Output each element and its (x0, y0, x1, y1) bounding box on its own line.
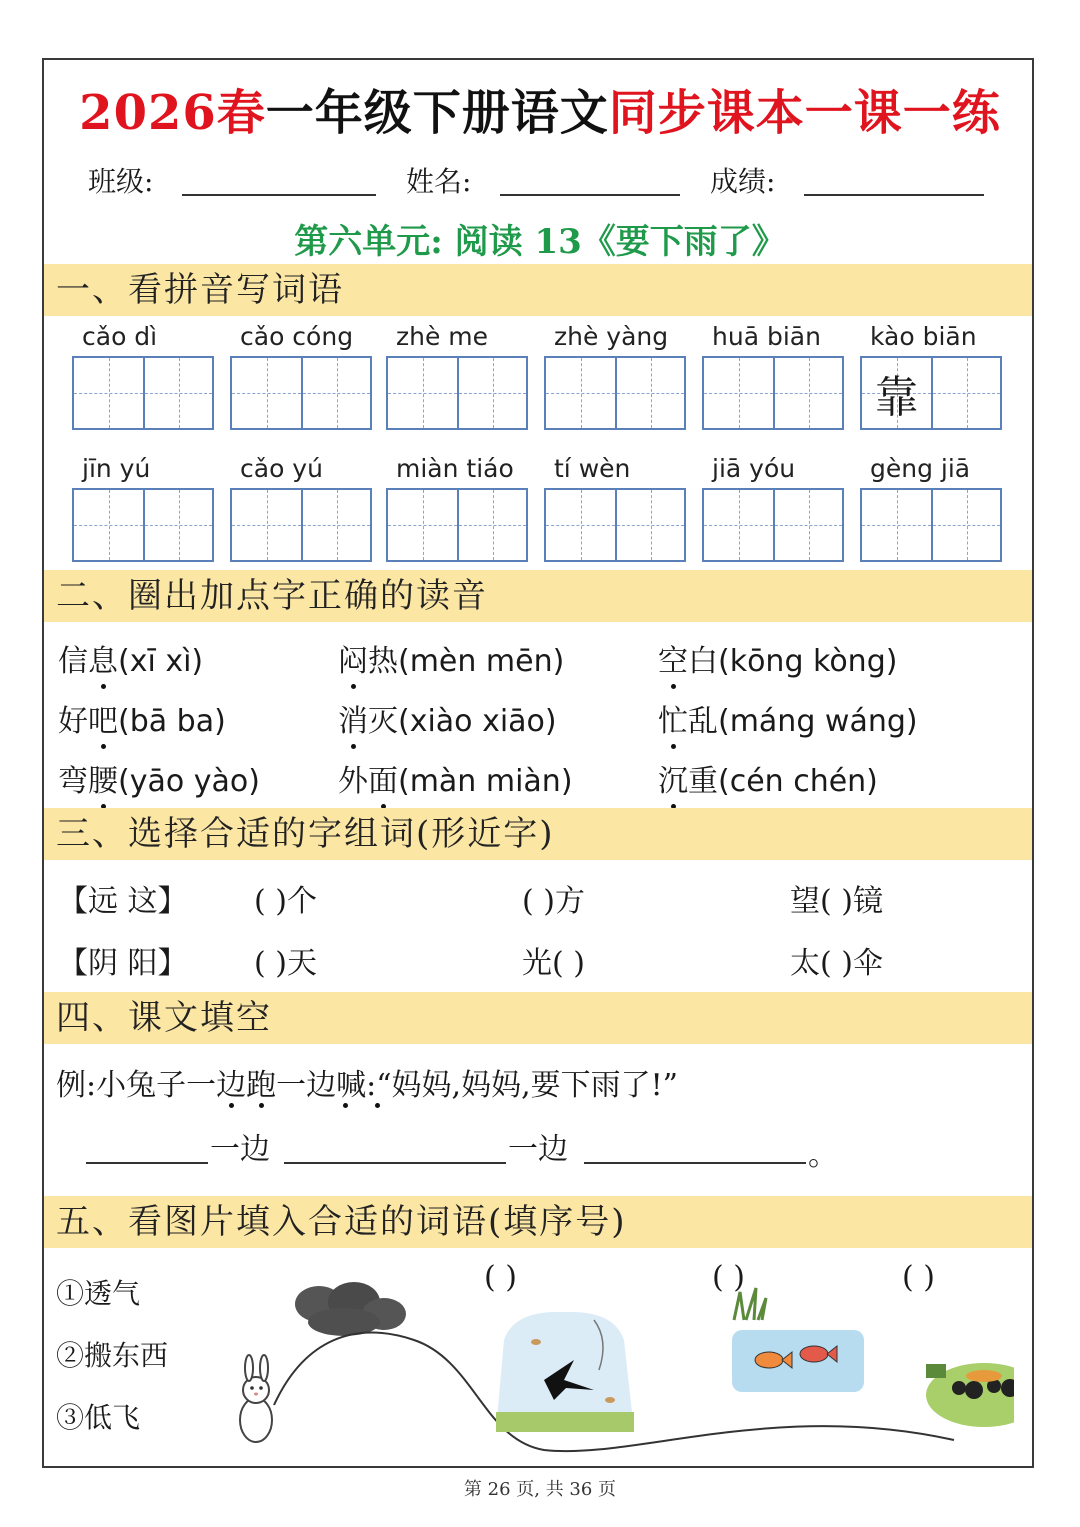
tianzige-cell[interactable] (143, 490, 212, 560)
tianzige-cell[interactable] (74, 490, 143, 560)
cell-character (74, 490, 143, 560)
dotted-char: 忙 (658, 704, 688, 739)
pinyin-options: (yāo yào) (118, 764, 260, 799)
writing-box[interactable] (702, 356, 844, 430)
tianzige-cell[interactable] (457, 490, 526, 560)
writing-box[interactable] (702, 488, 844, 562)
s4-end: 。 (808, 1138, 838, 1173)
pinyin-label: huā biān (712, 322, 821, 351)
writing-box[interactable] (72, 488, 214, 562)
tianzige-cell[interactable] (457, 358, 526, 428)
cell-character (775, 358, 842, 428)
worksheet (42, 58, 1034, 1468)
dotted-char: 吧 (88, 704, 118, 739)
tianzige-cell[interactable] (546, 358, 615, 428)
writing-box[interactable] (544, 488, 686, 562)
unit-title: 第六单元: 阅读 13《要下雨了》 (294, 222, 786, 262)
pinyin-label: zhè yàng (554, 322, 669, 351)
word-char: 外 (338, 764, 368, 799)
pinyin-label: zhè me (396, 322, 489, 351)
tianzige-cell[interactable] (301, 358, 370, 428)
word-char: 弯 (58, 764, 88, 799)
cell-character (546, 490, 615, 560)
dotted-char: 消 (338, 704, 368, 739)
dotted-char: 面 (368, 764, 398, 799)
section3-heading: 三、选择合适的字组词(形近字) (44, 808, 1032, 860)
cell-character (303, 490, 370, 560)
writing-box[interactable] (230, 356, 372, 430)
dotted-char: 腰 (88, 764, 118, 799)
tianzige-cell[interactable] (232, 490, 301, 560)
writing-box[interactable] (386, 356, 528, 430)
s5-option-3: ③低飞 (56, 1401, 141, 1434)
s5-answer-3[interactable]: ( ) (902, 1260, 935, 1295)
pinyin-label: kào biān (870, 322, 977, 351)
s3-row1-c[interactable]: 望( )镜 (790, 884, 883, 919)
tianzige-cell[interactable] (74, 358, 143, 428)
tianzige-cell[interactable] (388, 490, 457, 560)
pinyin-label: tí wèn (554, 454, 631, 483)
word-char: 灭 (368, 704, 398, 739)
pronunciation-item[interactable] (658, 636, 897, 680)
word-char: 热 (368, 644, 398, 679)
title-year: 2026春 (79, 85, 266, 141)
name-field[interactable] (500, 194, 680, 196)
pinyin-options: (xī xì) (118, 644, 204, 679)
writing-box[interactable] (544, 356, 686, 430)
pronunciation-item[interactable] (338, 756, 573, 800)
pronunciation-item[interactable] (658, 756, 878, 800)
word-char: 白 (688, 644, 718, 679)
cell-character (145, 358, 212, 428)
s4-example (56, 1060, 678, 1104)
cell-character (74, 358, 143, 428)
section1-heading: 一、看拼音写词语 (44, 264, 1032, 316)
s3-row1-a[interactable]: ( )个 (254, 884, 317, 919)
score-field[interactable] (804, 194, 984, 196)
cell-character (617, 490, 684, 560)
tianzige-cell[interactable] (388, 358, 457, 428)
fish-picture (732, 1288, 864, 1392)
s4-example-text: 例:小兔子一边跑一边喊:“妈妈,妈妈,要下雨了!” (56, 1068, 679, 1103)
cell-character (704, 490, 773, 560)
s3-row2-b[interactable]: 光( ) (522, 946, 585, 981)
pinyin-label: cǎo yú (240, 454, 323, 483)
writing-box[interactable] (230, 488, 372, 562)
dotted-char: 闷 (338, 644, 368, 679)
pinyin-options: (xiào xiāo) (398, 704, 557, 739)
cell-character (303, 358, 370, 428)
tianzige-cell[interactable] (862, 490, 931, 560)
s3-row1-group: 【远 这】 (58, 884, 188, 919)
pinyin-label: gèng jiā (870, 454, 971, 483)
s4-blank-3[interactable] (584, 1162, 806, 1164)
s4-label-1: 一边 (210, 1132, 270, 1167)
cell-character (546, 358, 615, 428)
section2-heading: 二、圈出加点字正确的读音 (44, 570, 1032, 622)
tianzige-cell[interactable] (232, 358, 301, 428)
title-series: 同步课本一课一练 (608, 85, 1001, 141)
s3-row2-a[interactable]: ( )天 (254, 946, 317, 981)
ants-picture (926, 1363, 1014, 1427)
pronunciation-item[interactable] (58, 636, 203, 680)
cell-character (933, 358, 1000, 428)
pinyin-label: cǎo cóng (240, 322, 354, 351)
s5-option-2: ②搬东西 (56, 1339, 169, 1372)
pinyin-options: (kōng kòng) (718, 644, 898, 679)
s4-label-2: 一边 (508, 1132, 568, 1167)
tianzige-cell[interactable] (931, 490, 1000, 560)
title-grade: 一年级下册语文 (265, 85, 609, 141)
pinyin-options: (bā ba) (118, 704, 226, 739)
tianzige-cell[interactable] (773, 358, 842, 428)
pinyin-label: jiā yóu (712, 454, 796, 483)
pinyin-options: (mèn mēn) (398, 644, 565, 679)
pinyin-options: (màn miàn) (398, 764, 573, 799)
tianzige-cell[interactable] (704, 358, 773, 428)
pronunciation-item[interactable] (658, 696, 918, 740)
s3-row2-group: 【阴 阳】 (58, 946, 188, 981)
cell-character (459, 490, 526, 560)
pronunciation-item[interactable] (58, 756, 260, 800)
pinyin-options: (cén chén) (718, 764, 878, 799)
dotted-char: 息 (88, 644, 118, 679)
cell-character (775, 490, 842, 560)
page-title (44, 74, 1036, 143)
cell-character (232, 490, 301, 560)
pronunciation-item[interactable] (338, 636, 564, 680)
pronunciation-item[interactable] (338, 696, 557, 740)
s5-answer-1[interactable]: ( ) (484, 1260, 517, 1295)
s4-dot-1 (230, 1096, 232, 1098)
cell-character: 靠 (874, 372, 919, 423)
word-char: 好 (58, 704, 88, 739)
writing-box[interactable] (860, 356, 1002, 430)
pinyin-label: miàn tiáo (396, 454, 514, 483)
pinyin-options: (máng wáng) (718, 704, 918, 739)
tianzige-cell[interactable] (301, 490, 370, 560)
writing-box[interactable] (72, 356, 214, 430)
tianzige-cell[interactable] (546, 490, 615, 560)
writing-box[interactable] (386, 488, 528, 562)
word-char: 重 (688, 764, 718, 799)
tianzige-cell[interactable] (704, 490, 773, 560)
tianzige-cell[interactable] (773, 490, 842, 560)
word-char: 信 (58, 644, 88, 679)
cell-character (145, 490, 212, 560)
writing-box[interactable] (860, 488, 1002, 562)
pronunciation-item[interactable] (58, 696, 226, 740)
score-label: 成绩: (710, 165, 776, 198)
swallow-picture (496, 1312, 634, 1432)
pinyin-label: jīn yú (82, 454, 151, 483)
section4-heading: 四、课文填空 (44, 992, 1032, 1044)
page-footer: 第 26 页, 共 36 页 (463, 1479, 617, 1500)
rabbit-icon (240, 1355, 272, 1442)
tianzige-cell[interactable] (615, 358, 684, 428)
dotted-char: 空 (658, 644, 688, 679)
tianzige-cell[interactable] (931, 358, 1000, 428)
class-label: 班级: (88, 165, 154, 198)
name-label: 姓名: (406, 165, 472, 198)
class-field[interactable] (182, 194, 376, 196)
cell-character (862, 490, 931, 560)
tianzige-cell[interactable] (862, 358, 931, 428)
tianzige-cell[interactable] (143, 358, 212, 428)
s3-row1-b[interactable]: ( )方 (522, 884, 585, 919)
s4-dot-3 (344, 1096, 346, 1098)
cell-character (933, 490, 1000, 560)
s4-blank-2[interactable] (284, 1162, 506, 1164)
cell-character (232, 358, 301, 428)
cell-character (388, 490, 457, 560)
cell-character (388, 358, 457, 428)
s5-option-1: ①透气 (56, 1277, 141, 1310)
s4-blank-1[interactable] (86, 1162, 208, 1164)
s4-dot-2 (260, 1096, 262, 1098)
dotted-char: 沉 (658, 764, 688, 799)
pinyin-label: cǎo dì (82, 322, 158, 351)
cell-character (459, 358, 526, 428)
tianzige-cell[interactable] (615, 490, 684, 560)
s3-row2-c[interactable]: 太( )伞 (790, 946, 883, 981)
s4-dot-4 (376, 1096, 378, 1098)
cloud-icon (295, 1282, 406, 1336)
cell-character (704, 358, 773, 428)
cell-character (617, 358, 684, 428)
s5-answer-2[interactable]: ( ) (712, 1260, 745, 1295)
word-char: 乱 (688, 704, 718, 739)
section5-heading: 五、看图片填入合适的词语(填序号) (44, 1196, 1032, 1248)
student-info (88, 160, 988, 200)
picture-scene (214, 1280, 1014, 1460)
